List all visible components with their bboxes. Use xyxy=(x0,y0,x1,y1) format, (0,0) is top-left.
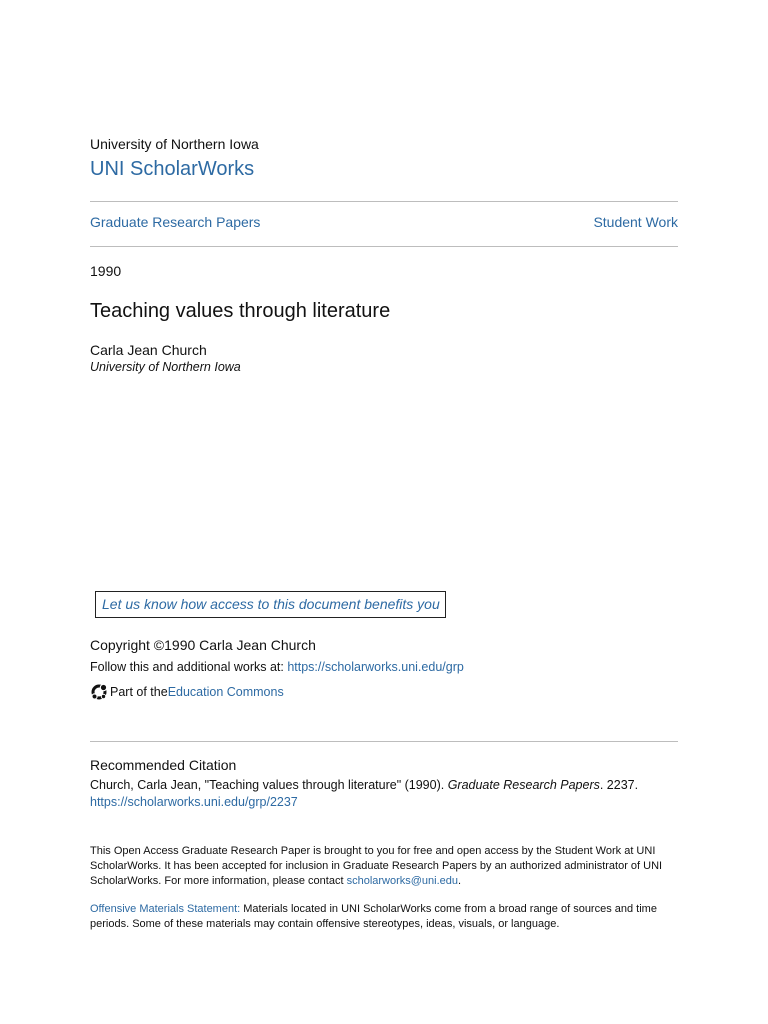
offensive-statement-text: Materials located in UNI ScholarWorks come from a broad range of sources and time periods. Some of these materials may contain offensive stereotypes, ideas, visuals, or language. xyxy=(90,903,657,930)
contact-email-link[interactable]: scholarworks@uni.edu xyxy=(346,875,459,887)
divider xyxy=(90,741,678,742)
open-access-notice xyxy=(90,844,678,889)
student-work-link[interactable]: Student Work xyxy=(593,214,678,230)
institution-name: University of Northern Iowa xyxy=(90,136,259,152)
author-name: Carla Jean Church xyxy=(90,342,207,358)
follow-prefix: Follow this and additional works at: xyxy=(90,660,288,674)
graduate-research-papers-link[interactable]: Graduate Research Papers xyxy=(90,214,261,230)
notice-end: . xyxy=(458,875,462,887)
repository-link[interactable]: UNI ScholarWorks xyxy=(90,158,255,180)
citation-number: . 2237. xyxy=(599,778,639,792)
education-commons-link[interactable]: Education Commons xyxy=(167,685,284,699)
citation-authors-title: Church, Carla Jean, "Teaching values through literature" (1990). xyxy=(90,778,448,792)
follow-line xyxy=(90,660,464,674)
offensive-materials-statement xyxy=(90,902,678,932)
divider xyxy=(90,201,678,202)
document-title: Teaching values through literature xyxy=(90,300,391,322)
citation-heading: Recommended Citation xyxy=(90,757,237,773)
copyright-text: Copyright ©1990 Carla Jean Church xyxy=(90,637,316,653)
network-commons-icon xyxy=(90,683,108,701)
publication-year: 1990 xyxy=(90,263,122,279)
part-of-line xyxy=(90,683,284,701)
author-affiliation: University of Northern Iowa xyxy=(90,360,241,374)
offensive-statement-link[interactable]: Offensive Materials Statement: xyxy=(90,903,241,915)
citation-url-link[interactable]: https://scholarworks.uni.edu/grp/2237 xyxy=(90,795,298,809)
citation-text xyxy=(90,778,638,792)
divider xyxy=(90,246,678,247)
citation-series: Graduate Research Papers xyxy=(447,778,600,792)
collection-nav xyxy=(90,214,678,230)
feedback-link[interactable]: Let us know how access to this document benefits you xyxy=(95,591,446,618)
collection-url-link[interactable]: https://scholarworks.uni.edu/grp xyxy=(287,660,464,674)
part-of-prefix: Part of the xyxy=(110,685,168,699)
notice-text: This Open Access Graduate Research Paper is brought to you for free and open access by the Student Work at UNI ScholarWorks. It has been accepted for inclusion in Graduate Research Papers by an authorized administrator of UNI ScholarWorks. For more information, please contact xyxy=(90,845,663,887)
